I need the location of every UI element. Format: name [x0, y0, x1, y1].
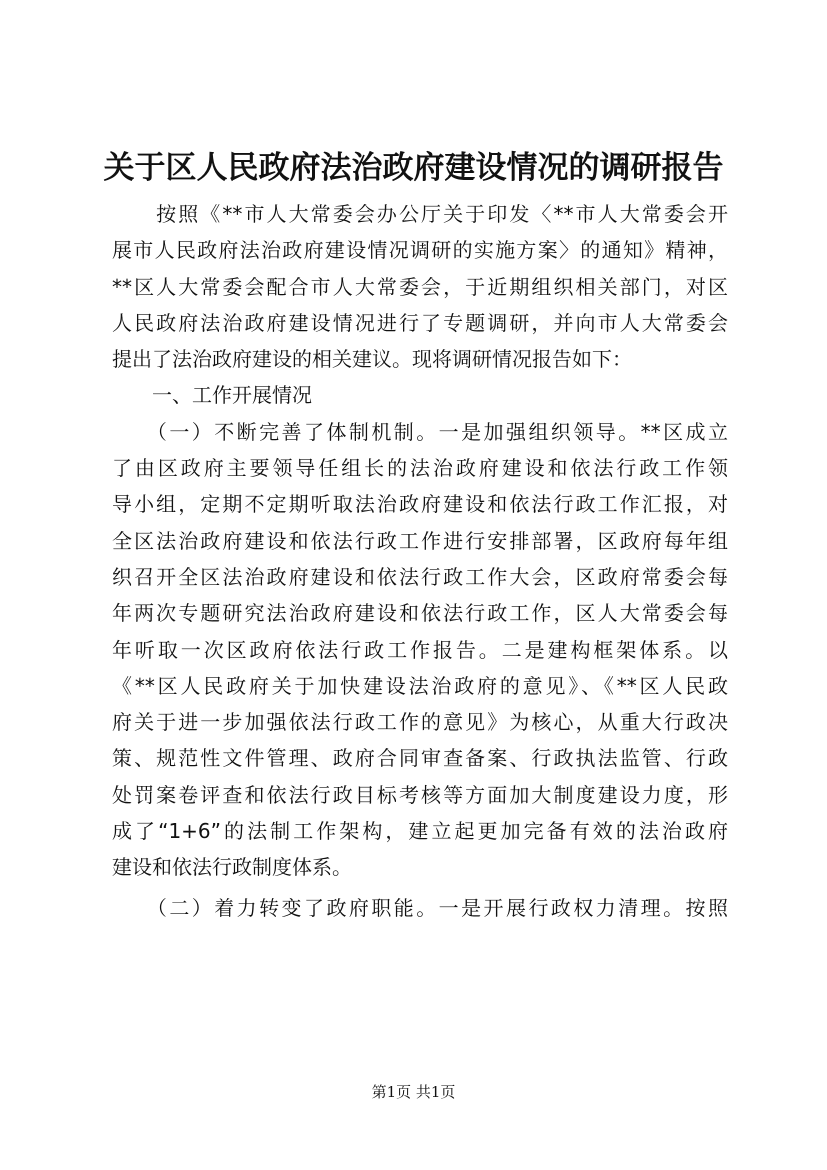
- body-line: 府关于进一步加强依法行政工作的意见》为核心，从重大行政决: [112, 710, 728, 735]
- body-line: 按照《**市人大常委会办公厅关于印发〈**市人大常委会开: [112, 202, 728, 226]
- body-line: 织召开全区法治政府建设和依法行政工作大会，区政府常委会每: [112, 564, 728, 589]
- body-line: 展市人民政府法治政府建设情况调研的实施方案〉的通知》精神，: [112, 238, 728, 263]
- body-line: 提出了法治政府建设的相关建议。现将调研情况报告如下：: [112, 347, 632, 372]
- document-body: [112, 196, 728, 926]
- section-heading: 一、工作开展情况: [112, 383, 312, 408]
- body-line: 《**区人民政府关于加快建设法治政府的意见》、《**区人民政: [112, 673, 728, 698]
- body-line: 策、规范性文件管理、政府合同审查备案、行政执法监管、行政: [112, 746, 728, 771]
- document-title: 关于区人民政府法治政府建设情况的调研报告: [103, 150, 724, 186]
- body-line: **区人大常委会配合市人大常委会，于近期组织相关部门，对区: [112, 274, 728, 299]
- body-line: 了由区政府主要领导任组长的法治政府建设和依法行政工作领: [112, 456, 728, 481]
- body-line: （二）着力转变了政府职能。一是开展行政权力清理。按照: [112, 895, 728, 920]
- body-line: （一）不断完善了体制机制。一是加强组织领导。**区成立: [112, 419, 728, 444]
- body-line: 人民政府法治政府建设情况进行了专题调研，并向市人大常委会: [112, 310, 728, 335]
- body-line: 成了“1+6”的法制工作架构，建立起更加完备有效的法治政府: [112, 819, 728, 844]
- body-line: 年听取一次区政府依法行政工作报告。二是建构框架体系。以: [112, 637, 728, 662]
- body-line: 导小组，定期不定期听取法治政府建设和依法行政工作汇报，对: [112, 492, 728, 517]
- body-line: 建设和依法行政制度体系。: [112, 855, 352, 880]
- body-line: 处罚案卷评查和依法行政目标考核等方面加大制度建设力度，形: [112, 782, 728, 807]
- body-line: 全区法治政府建设和依法行政工作进行安排部署，区政府每年组: [112, 528, 728, 553]
- page-footer: 第1页 共1页: [371, 1083, 456, 1101]
- body-line: 年两次专题研究法治政府建设和依法行政工作，区人大常委会每: [112, 601, 728, 626]
